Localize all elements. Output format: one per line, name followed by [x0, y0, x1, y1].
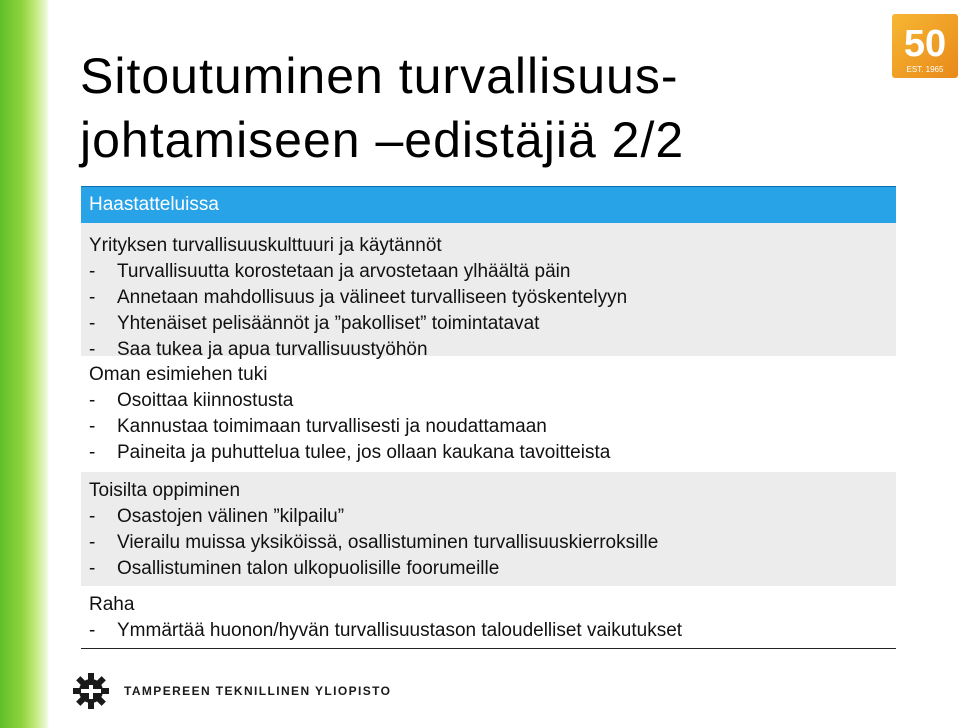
gear-logo-icon	[72, 672, 110, 710]
list-item: - Ymmärtää huonon/hyvän turvallisuustason taloudelliset vaikutukset	[89, 620, 683, 641]
section-money	[81, 586, 896, 648]
university-name: TAMPEREEN TEKNILLINEN YLIOPISTO	[124, 684, 392, 698]
section-heading: Yrityksen turvallisuuskulttuuri ja käytännöt	[89, 235, 442, 256]
established-label: EST. 1965	[906, 65, 944, 74]
list-item: - Saa tukea ja apua turvallisuustyöhön	[89, 339, 428, 360]
list-item: - Vierailu muissa yksiköissä, osallistuminen turvallisuuskierroksille	[89, 532, 659, 553]
page-title	[80, 44, 880, 172]
list-item: - Osastojen välinen ”kilpailu”	[89, 506, 345, 527]
list-item: - Osoittaa kiinnostusta	[89, 390, 294, 411]
title-line-1: Sitoutuminen turvallisuus-	[80, 48, 679, 104]
table-header: Haastatteluissa	[81, 186, 896, 223]
section-heading: Raha	[89, 594, 135, 615]
list-item: - Osallistuminen talon ulkopuolisille foorumeille	[89, 558, 500, 579]
section-supervisor-support	[81, 356, 896, 472]
list-item: - Kannustaa toimimaan turvallisesti ja noudattamaan	[89, 416, 547, 437]
table-bottom-rule	[81, 648, 896, 649]
list-item: - Turvallisuutta korostetaan ja arvostetaan ylhäältä päin	[89, 261, 571, 282]
list-item: - Paineita ja puhuttelua tulee, jos ollaan kaukana tavoitteista	[89, 442, 611, 463]
list-item: - Yhtenäiset pelisäännöt ja ”pakolliset” toimintatavat	[89, 313, 540, 334]
title-line-2: johtamiseen –edistäjiä 2/2	[80, 112, 685, 168]
section-peer-learning	[81, 472, 896, 586]
section-heading: Toisilta oppiminen	[89, 480, 241, 501]
list-item: - Annetaan mahdollisuus ja välineet turvalliseen työskentelyyn	[89, 287, 628, 308]
anniversary-50-logo-icon	[892, 14, 958, 78]
section-company-culture	[81, 223, 896, 360]
left-accent-bar	[0, 0, 49, 728]
anniversary-number: 50	[903, 23, 947, 65]
section-heading: Oman esimiehen tuki	[89, 364, 268, 385]
content-table	[81, 186, 896, 649]
